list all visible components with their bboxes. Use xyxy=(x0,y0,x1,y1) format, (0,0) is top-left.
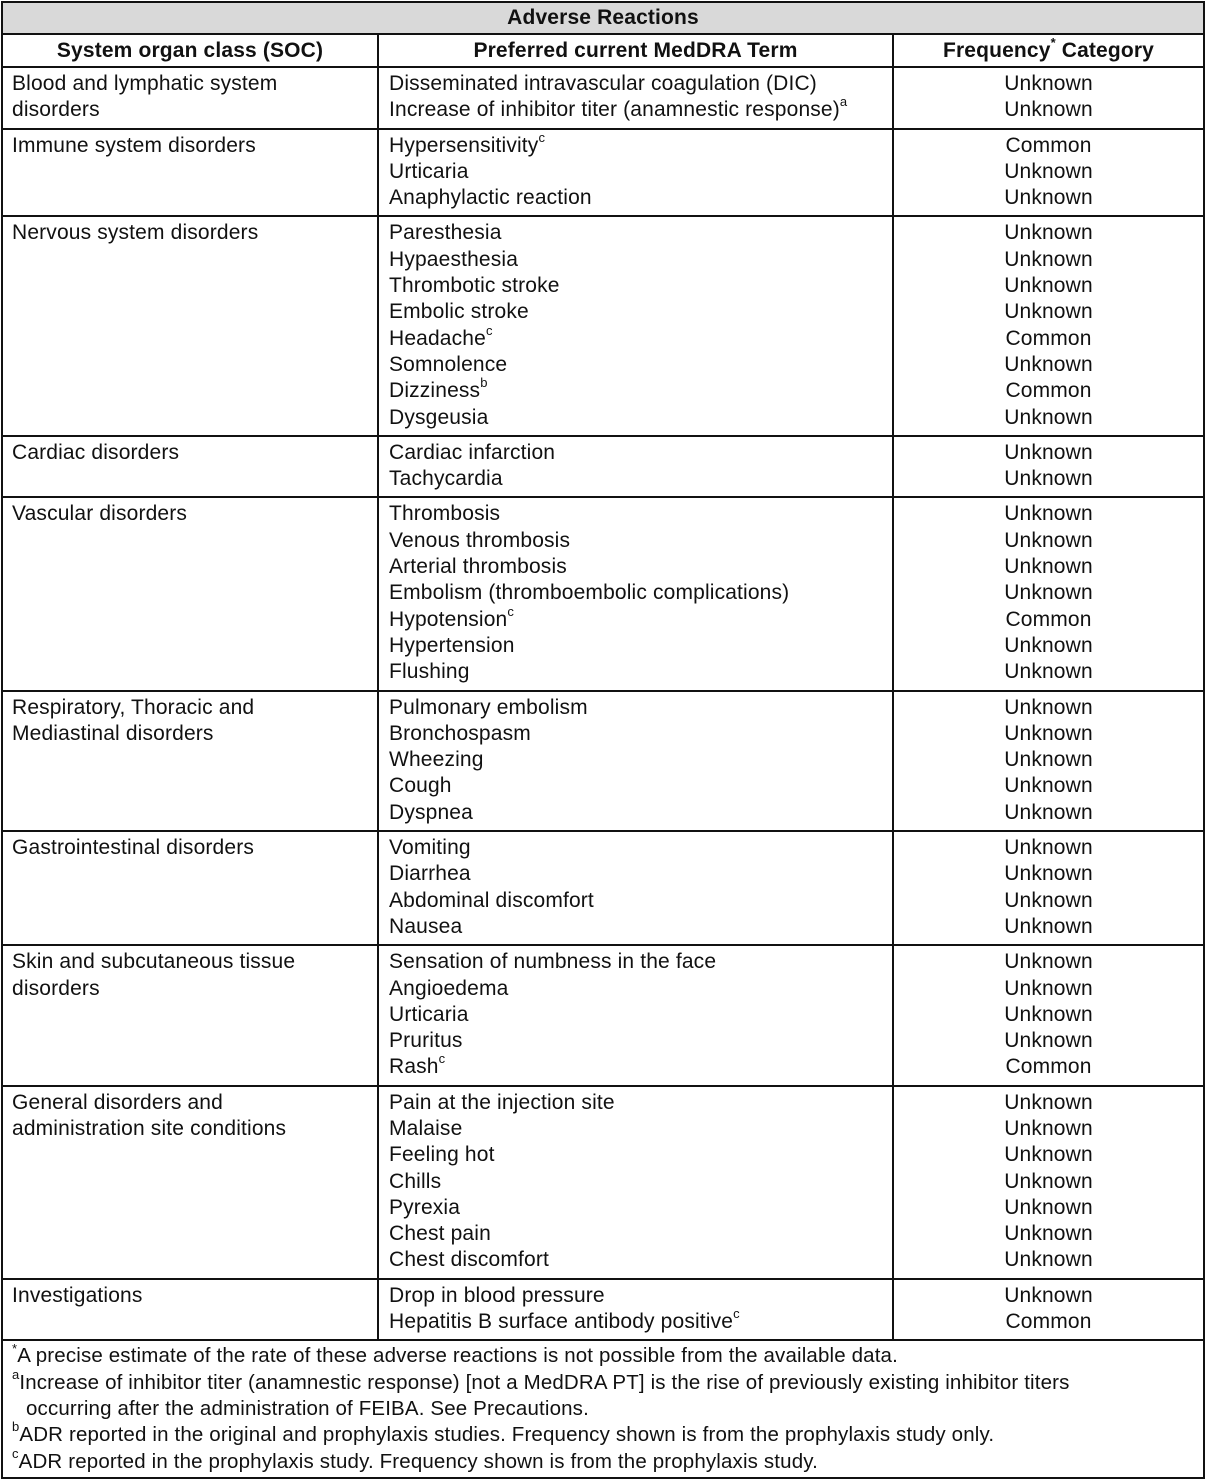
term-line xyxy=(389,1169,884,1195)
term-line xyxy=(389,1028,884,1054)
soc-cell xyxy=(2,497,378,690)
term-line xyxy=(389,185,884,211)
frequency-value: Unknown xyxy=(1004,1143,1093,1167)
term-text: Hepatitis B surface antibody positive xyxy=(389,1310,734,1334)
frequency-value: Common xyxy=(1005,1310,1092,1334)
frequency-cell xyxy=(893,497,1204,690)
frequency-value: Common xyxy=(1005,326,1092,350)
soc-label: Blood and lymphatic system xyxy=(12,72,278,95)
frequency-value: Unknown xyxy=(1004,748,1093,772)
table-row xyxy=(2,945,1204,1085)
frequency-value: Unknown xyxy=(1004,862,1093,886)
frequency-value: Unknown xyxy=(1004,1283,1093,1307)
term-text: Thrombotic stroke xyxy=(389,274,560,298)
term-line xyxy=(389,405,884,431)
frequency-value: Unknown xyxy=(1004,1002,1093,1026)
term-line xyxy=(389,375,884,404)
term-line xyxy=(389,914,884,940)
footnote-line xyxy=(12,1340,1195,1369)
term-text: Vomiting xyxy=(389,836,471,860)
frequency-value: Unknown xyxy=(1004,1090,1093,1114)
frequency-cell xyxy=(893,216,1204,435)
footnote-marker: c xyxy=(733,1306,740,1322)
soc-label: Investigations xyxy=(12,1283,143,1307)
term-cell xyxy=(378,67,893,129)
frequency-cell xyxy=(893,691,1204,831)
term-line xyxy=(389,888,884,914)
term-text: Sensation of numbness in the face xyxy=(389,950,717,974)
table-row xyxy=(2,691,1204,831)
term-text: Malaise xyxy=(389,1116,463,1140)
term-line xyxy=(389,466,884,492)
soc-label: Gastrointestinal disorders xyxy=(12,836,255,860)
footnote-line xyxy=(12,1396,1195,1422)
term-text: Embolism (thromboembolic complications) xyxy=(389,581,790,605)
term-line xyxy=(389,352,884,378)
frequency-value: Unknown xyxy=(1004,660,1093,684)
footnote-text: occurring after the administration of FEIBA. See Precautions. xyxy=(26,1396,589,1420)
term-line xyxy=(389,94,884,123)
footnote-mark: b xyxy=(12,1419,20,1435)
term-line xyxy=(389,1283,884,1309)
term-text: Flushing xyxy=(389,660,470,684)
term-line xyxy=(389,247,884,273)
frequency-value: Unknown xyxy=(1004,800,1093,824)
term-text: Hypersensitivity xyxy=(389,133,539,157)
frequency-value: Unknown xyxy=(1004,440,1093,464)
frequency-value: Unknown xyxy=(1004,186,1093,210)
frequency-value: Unknown xyxy=(1004,1029,1093,1053)
term-text: Embolic stroke xyxy=(389,300,529,324)
frequency-value: Unknown xyxy=(1004,502,1093,526)
term-line xyxy=(389,501,884,527)
term-text: Chest discomfort xyxy=(389,1248,549,1272)
footnote-marker: a xyxy=(839,94,848,110)
frequency-value: Unknown xyxy=(1004,405,1093,429)
table-row xyxy=(2,497,1204,690)
term-line xyxy=(389,273,884,299)
soc-label: Vascular disorders xyxy=(12,502,188,526)
frequency-value: Common xyxy=(1005,379,1092,403)
footnote-line xyxy=(12,1366,1195,1396)
term-line xyxy=(389,1195,884,1221)
term-text: Chest pain xyxy=(389,1222,491,1246)
soc-cell xyxy=(2,691,378,831)
term-line xyxy=(389,949,884,975)
footnotes xyxy=(2,1340,1204,1477)
term-text: Paresthesia xyxy=(389,221,502,245)
adverse-reactions-table xyxy=(1,1,1203,1479)
footnote-line xyxy=(12,1419,1195,1448)
footnote-marker: c xyxy=(438,1051,446,1067)
term-line xyxy=(389,220,884,246)
term-text: Drop in blood pressure xyxy=(389,1283,605,1307)
frequency-value: Unknown xyxy=(1004,721,1093,745)
frequency-value: Unknown xyxy=(1004,247,1093,271)
term-text: Dysgeusia xyxy=(389,405,489,429)
frequency-value: Common xyxy=(1005,1055,1092,1079)
term-line xyxy=(389,721,884,747)
term-text: Pain at the injection site xyxy=(389,1090,615,1114)
soc-label: Nervous system disorders xyxy=(12,221,259,245)
frequency-value: Unknown xyxy=(1004,774,1093,798)
term-cell xyxy=(378,129,893,217)
term-text: Tachycardia xyxy=(389,467,503,491)
frequency-value: Unknown xyxy=(1004,1116,1093,1140)
frequency-value: Unknown xyxy=(1004,633,1093,657)
header-frequency-label: Frequency xyxy=(943,39,1051,62)
term-line xyxy=(389,528,884,554)
soc-label: disorders xyxy=(12,976,100,1000)
term-cell xyxy=(378,216,893,435)
term-text: Somnolence xyxy=(389,352,508,376)
term-text: Headache xyxy=(389,326,486,350)
term-line xyxy=(389,800,884,826)
term-line xyxy=(389,603,884,633)
term-cell xyxy=(378,497,893,690)
table-row xyxy=(2,831,1204,945)
term-text: Abdominal discomfort xyxy=(389,888,594,912)
footnote-marker: c xyxy=(485,322,493,338)
soc-label: disorders xyxy=(12,98,100,122)
footnote-marker: c xyxy=(507,603,515,619)
term-line xyxy=(389,1116,884,1142)
footnote-mark: c xyxy=(12,1445,19,1461)
term-line xyxy=(389,861,884,887)
footnote-mark: a xyxy=(12,1366,20,1382)
frequency-value: Unknown xyxy=(1004,300,1093,324)
table-title: Adverse Reactions xyxy=(2,2,1204,34)
term-line xyxy=(389,1002,884,1028)
frequency-value: Unknown xyxy=(1004,914,1093,938)
soc-label: General disorders and xyxy=(12,1090,223,1114)
term-line xyxy=(389,1221,884,1247)
soc-cell xyxy=(2,129,378,217)
frequency-cell xyxy=(893,129,1204,217)
frequency-value: Unknown xyxy=(1004,1169,1093,1193)
frequency-value: Unknown xyxy=(1004,1248,1093,1272)
term-line xyxy=(389,554,884,580)
term-text: Hypertension xyxy=(389,633,515,657)
frequency-value: Unknown xyxy=(1004,836,1093,860)
soc-cell xyxy=(2,216,378,435)
term-line xyxy=(389,129,884,159)
footnote-marker: b xyxy=(480,375,488,391)
term-line xyxy=(389,976,884,1002)
term-line xyxy=(389,633,884,659)
frequency-value: Unknown xyxy=(1004,98,1093,122)
term-line xyxy=(389,835,884,861)
header-frequency-suffix: Category xyxy=(1055,39,1154,62)
term-text: Pulmonary embolism xyxy=(389,695,588,719)
term-line xyxy=(389,299,884,325)
term-line xyxy=(389,1142,884,1168)
term-text: Cough xyxy=(389,774,452,798)
term-line xyxy=(389,659,884,685)
term-text: Venous thrombosis xyxy=(389,528,571,552)
term-text: Hypaesthesia xyxy=(389,247,519,271)
frequency-cell xyxy=(893,1279,1204,1341)
term-text: Diarrhea xyxy=(389,862,471,886)
term-text: Rash xyxy=(389,1055,439,1079)
frequency-value: Unknown xyxy=(1004,467,1093,491)
footnote-mark: * xyxy=(12,1340,18,1356)
term-line xyxy=(389,1090,884,1116)
footnote-text: ADR reported in the original and prophylaxis studies. Frequency shown is from the prophylaxis study only. xyxy=(19,1423,995,1447)
frequency-value: Common xyxy=(1005,133,1092,157)
header-frequency-mark: * xyxy=(1050,35,1056,50)
term-text: Dizziness xyxy=(389,379,481,403)
frequency-value: Unknown xyxy=(1004,976,1093,1000)
footnote-marker: c xyxy=(538,129,546,145)
table-body xyxy=(2,67,1204,1340)
soc-cell xyxy=(2,831,378,945)
term-text: Nausea xyxy=(389,914,463,938)
term-text: Thrombosis xyxy=(389,502,501,526)
table-row xyxy=(2,216,1204,435)
footnote-text: A precise estimate of the rate of these adverse reactions is not possible from the available data. xyxy=(17,1344,898,1368)
table-row xyxy=(2,1279,1204,1341)
term-line xyxy=(389,322,884,352)
header-frequency xyxy=(893,34,1204,67)
term-text: Bronchospasm xyxy=(389,721,531,745)
frequency-value: Common xyxy=(1005,607,1092,631)
frequency-cell xyxy=(893,67,1204,129)
frequency-value: Unknown xyxy=(1004,581,1093,605)
term-text: Disseminated intravascular coagulation (DIC) xyxy=(389,72,817,95)
term-cell xyxy=(378,945,893,1085)
frequency-cell xyxy=(893,436,1204,498)
term-text: Urticaria xyxy=(389,159,469,183)
frequency-value: Unknown xyxy=(1004,159,1093,183)
soc-label: Immune system disorders xyxy=(12,133,256,157)
term-text: Anaphylactic reaction xyxy=(389,186,592,210)
term-text: Increase of inhibitor titer (anamnestic response) xyxy=(389,98,840,122)
soc-label: Respiratory, Thoracic and xyxy=(12,695,255,719)
frequency-value: Unknown xyxy=(1004,1195,1093,1219)
soc-label: Skin and subcutaneous tissue xyxy=(12,950,296,974)
term-text: Hypotension xyxy=(389,607,508,631)
term-line xyxy=(389,695,884,721)
term-cell xyxy=(378,691,893,831)
footnote-text: Increase of inhibitor titer (anamnestic response) [not a MedDRA PT] is the rise of previously existing inhibitor titers xyxy=(19,1370,1070,1394)
table-row xyxy=(2,436,1204,498)
term-text: Feeling hot xyxy=(389,1143,495,1167)
term-text: Pyrexia xyxy=(389,1195,461,1219)
frequency-value: Unknown xyxy=(1004,221,1093,245)
frequency-value: Unknown xyxy=(1004,528,1093,552)
term-text: Chills xyxy=(389,1169,442,1193)
term-line xyxy=(389,440,884,466)
frequency-cell xyxy=(893,831,1204,945)
soc-cell xyxy=(2,436,378,498)
footnote-line xyxy=(12,1445,1195,1475)
frequency-value: Unknown xyxy=(1004,1222,1093,1246)
soc-cell xyxy=(2,1279,378,1341)
term-line xyxy=(389,1306,884,1335)
term-cell xyxy=(378,831,893,945)
frequency-value: Unknown xyxy=(1004,695,1093,719)
term-line xyxy=(389,773,884,799)
term-line xyxy=(389,747,884,773)
footnote-text: ADR reported in the prophylaxis study. Frequency shown is from the prophylaxis study. xyxy=(18,1449,818,1473)
term-line xyxy=(389,1247,884,1273)
frequency-cell xyxy=(893,1086,1204,1279)
frequency-cell xyxy=(893,945,1204,1085)
frequency-value: Unknown xyxy=(1004,274,1093,298)
frequency-value: Unknown xyxy=(1004,888,1093,912)
frequency-value: Unknown xyxy=(1004,555,1093,579)
term-text: Dyspnea xyxy=(389,800,473,824)
term-cell xyxy=(378,1086,893,1279)
soc-cell xyxy=(2,67,378,129)
frequency-value: Unknown xyxy=(1004,950,1093,974)
table-row xyxy=(2,1086,1204,1279)
soc-cell xyxy=(2,1086,378,1279)
frequency-value: Unknown xyxy=(1004,352,1093,376)
term-text: Wheezing xyxy=(389,748,484,772)
header-soc: System organ class (SOC) xyxy=(2,34,378,67)
table-row xyxy=(2,67,1204,129)
soc-cell xyxy=(2,945,378,1085)
term-cell xyxy=(378,1279,893,1341)
term-text: Urticaria xyxy=(389,1002,469,1026)
term-text: Arterial thrombosis xyxy=(389,555,567,579)
soc-label: administration site conditions xyxy=(12,1116,287,1140)
table-row xyxy=(2,129,1204,217)
table-grid xyxy=(1,1,1205,1479)
term-cell xyxy=(378,436,893,498)
term-line xyxy=(389,71,884,97)
soc-label: Mediastinal disorders xyxy=(12,721,214,745)
term-text: Angioedema xyxy=(389,976,509,1000)
term-line xyxy=(389,1051,884,1080)
soc-label: Cardiac disorders xyxy=(12,440,180,464)
term-text: Cardiac infarction xyxy=(389,440,556,464)
term-text: Pruritus xyxy=(389,1029,463,1053)
frequency-value: Unknown xyxy=(1004,72,1093,95)
header-term: Preferred current MedDRA Term xyxy=(378,34,893,67)
term-line xyxy=(389,580,884,606)
term-line xyxy=(389,159,884,185)
